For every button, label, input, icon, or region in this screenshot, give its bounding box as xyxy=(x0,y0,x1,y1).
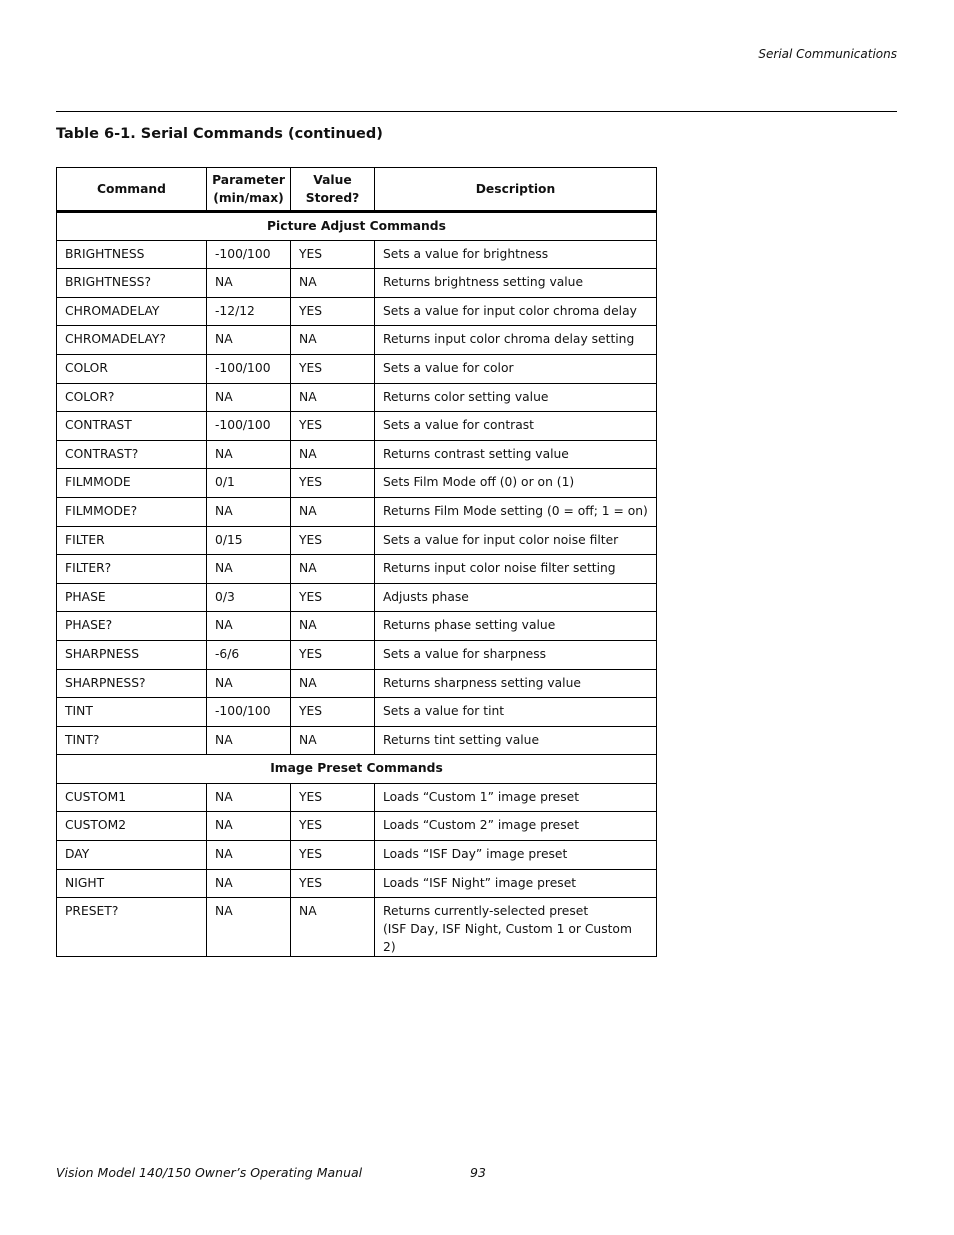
parameter-cell: NA xyxy=(207,869,291,898)
section-title: Image Preset Commands xyxy=(57,755,657,784)
parameter-cell: -12/12 xyxy=(207,297,291,326)
command-cell: SHARPNESS xyxy=(57,640,207,669)
column-header-description: Description xyxy=(375,168,657,212)
command-cell: COLOR? xyxy=(57,383,207,412)
column-header-command: Command xyxy=(57,168,207,212)
parameter-cell: NA xyxy=(207,383,291,412)
value-stored-cell: YES xyxy=(291,698,375,727)
section-header-row xyxy=(57,212,657,241)
value-stored-cell: NA xyxy=(291,326,375,355)
table-row xyxy=(57,469,657,498)
table-row xyxy=(57,440,657,469)
parameter-cell: NA xyxy=(207,269,291,298)
command-cell: FILTER? xyxy=(57,555,207,584)
parameter-cell: NA xyxy=(207,555,291,584)
command-cell: TINT? xyxy=(57,726,207,755)
parameter-cell: NA xyxy=(207,783,291,812)
description-cell: Sets a value for input color chroma delay xyxy=(375,297,657,326)
description-cell: Returns input color noise filter setting xyxy=(375,555,657,584)
table-row xyxy=(57,726,657,755)
table-row xyxy=(57,640,657,669)
value-stored-cell: YES xyxy=(291,412,375,441)
table-caption: Table 6-1. Serial Commands (continued) xyxy=(56,126,383,142)
value-stored-cell: NA xyxy=(291,612,375,641)
description-cell: Returns currently-selected preset (ISF Day, ISF Night, Custom 1 or Custom 2) xyxy=(375,898,657,957)
column-header-value-stored: Value Stored? xyxy=(291,168,375,212)
running-head: Serial Communications xyxy=(758,47,897,61)
description-cell: Sets a value for brightness xyxy=(375,240,657,269)
parameter-cell: -100/100 xyxy=(207,698,291,727)
command-cell: DAY xyxy=(57,841,207,870)
parameter-cell: -100/100 xyxy=(207,354,291,383)
table-row xyxy=(57,383,657,412)
value-stored-cell: NA xyxy=(291,440,375,469)
page-number: 93 xyxy=(470,1165,486,1180)
parameter-cell: NA xyxy=(207,669,291,698)
parameter-cell: 0/15 xyxy=(207,526,291,555)
table-row xyxy=(57,612,657,641)
value-stored-cell: NA xyxy=(291,555,375,584)
value-stored-cell: YES xyxy=(291,297,375,326)
value-stored-cell: YES xyxy=(291,640,375,669)
serial-commands-table xyxy=(56,167,657,957)
command-cell: CHROMADELAY xyxy=(57,297,207,326)
parameter-cell: -100/100 xyxy=(207,412,291,441)
command-cell: BRIGHTNESS xyxy=(57,240,207,269)
value-stored-cell: YES xyxy=(291,526,375,555)
command-cell: NIGHT xyxy=(57,869,207,898)
value-stored-cell: YES xyxy=(291,841,375,870)
parameter-cell: NA xyxy=(207,612,291,641)
table-row xyxy=(57,812,657,841)
command-cell: PHASE? xyxy=(57,612,207,641)
parameter-cell: 0/1 xyxy=(207,469,291,498)
table-row xyxy=(57,583,657,612)
value-stored-cell: NA xyxy=(291,669,375,698)
table-row xyxy=(57,555,657,584)
parameter-cell: NA xyxy=(207,326,291,355)
description-cell: Loads “ISF Day” image preset xyxy=(375,841,657,870)
description-cell: Sets a value for color xyxy=(375,354,657,383)
parameter-cell: NA xyxy=(207,726,291,755)
value-stored-cell: YES xyxy=(291,783,375,812)
command-cell: COLOR xyxy=(57,354,207,383)
parameter-cell: NA xyxy=(207,898,291,957)
description-cell: Loads “ISF Night” image preset xyxy=(375,869,657,898)
command-cell: CUSTOM1 xyxy=(57,783,207,812)
description-cell: Sets a value for contrast xyxy=(375,412,657,441)
description-cell: Returns contrast setting value xyxy=(375,440,657,469)
description-cell: Returns Film Mode setting (0 = off; 1 = on) xyxy=(375,497,657,526)
parameter-cell: NA xyxy=(207,841,291,870)
value-stored-cell: YES xyxy=(291,240,375,269)
value-stored-cell: NA xyxy=(291,383,375,412)
table-row xyxy=(57,898,657,957)
description-cell: Loads “Custom 1” image preset xyxy=(375,783,657,812)
command-cell: PRESET? xyxy=(57,898,207,957)
table-row xyxy=(57,698,657,727)
parameter-cell: NA xyxy=(207,440,291,469)
table-row xyxy=(57,526,657,555)
section-title: Picture Adjust Commands xyxy=(57,212,657,241)
command-cell: CHROMADELAY? xyxy=(57,326,207,355)
table-row xyxy=(57,326,657,355)
description-cell: Sets a value for tint xyxy=(375,698,657,727)
table-row xyxy=(57,783,657,812)
table-row xyxy=(57,669,657,698)
value-stored-cell: YES xyxy=(291,869,375,898)
value-stored-cell: NA xyxy=(291,269,375,298)
header-rule xyxy=(56,111,897,112)
value-stored-cell: YES xyxy=(291,583,375,612)
table-row xyxy=(57,269,657,298)
command-cell: CONTRAST? xyxy=(57,440,207,469)
table-row xyxy=(57,297,657,326)
footer-manual-title: Vision Model 140/150 Owner’s Operating Manual xyxy=(56,1165,363,1180)
description-cell: Returns brightness setting value xyxy=(375,269,657,298)
description-cell: Sets a value for input color noise filter xyxy=(375,526,657,555)
value-stored-cell: YES xyxy=(291,354,375,383)
value-stored-cell: NA xyxy=(291,726,375,755)
description-cell: Returns phase setting value xyxy=(375,612,657,641)
parameter-cell: -100/100 xyxy=(207,240,291,269)
command-cell: CONTRAST xyxy=(57,412,207,441)
command-cell: FILTER xyxy=(57,526,207,555)
value-stored-cell: NA xyxy=(291,898,375,957)
description-cell: Adjusts phase xyxy=(375,583,657,612)
value-stored-cell: YES xyxy=(291,469,375,498)
value-stored-cell: YES xyxy=(291,812,375,841)
description-cell: Sets Film Mode off (0) or on (1) xyxy=(375,469,657,498)
parameter-cell: NA xyxy=(207,812,291,841)
description-cell: Returns input color chroma delay setting xyxy=(375,326,657,355)
column-header-parameter: Parameter (min/max) xyxy=(207,168,291,212)
section-header-row xyxy=(57,755,657,784)
parameter-cell: NA xyxy=(207,497,291,526)
table-body xyxy=(57,212,657,957)
description-cell: Returns color setting value xyxy=(375,383,657,412)
command-cell: TINT xyxy=(57,698,207,727)
command-cell: CUSTOM2 xyxy=(57,812,207,841)
description-cell: Returns sharpness setting value xyxy=(375,669,657,698)
description-cell: Loads “Custom 2” image preset xyxy=(375,812,657,841)
command-cell: SHARPNESS? xyxy=(57,669,207,698)
command-cell: PHASE xyxy=(57,583,207,612)
value-stored-cell: NA xyxy=(291,497,375,526)
description-cell: Returns tint setting value xyxy=(375,726,657,755)
table-row xyxy=(57,869,657,898)
table-row xyxy=(57,412,657,441)
command-cell: FILMMODE? xyxy=(57,497,207,526)
table-row xyxy=(57,497,657,526)
description-cell: Sets a value for sharpness xyxy=(375,640,657,669)
table-row xyxy=(57,354,657,383)
parameter-cell: -6/6 xyxy=(207,640,291,669)
table-row xyxy=(57,240,657,269)
command-cell: FILMMODE xyxy=(57,469,207,498)
table-row xyxy=(57,841,657,870)
parameter-cell: 0/3 xyxy=(207,583,291,612)
command-cell: BRIGHTNESS? xyxy=(57,269,207,298)
table-header-row xyxy=(57,168,657,212)
